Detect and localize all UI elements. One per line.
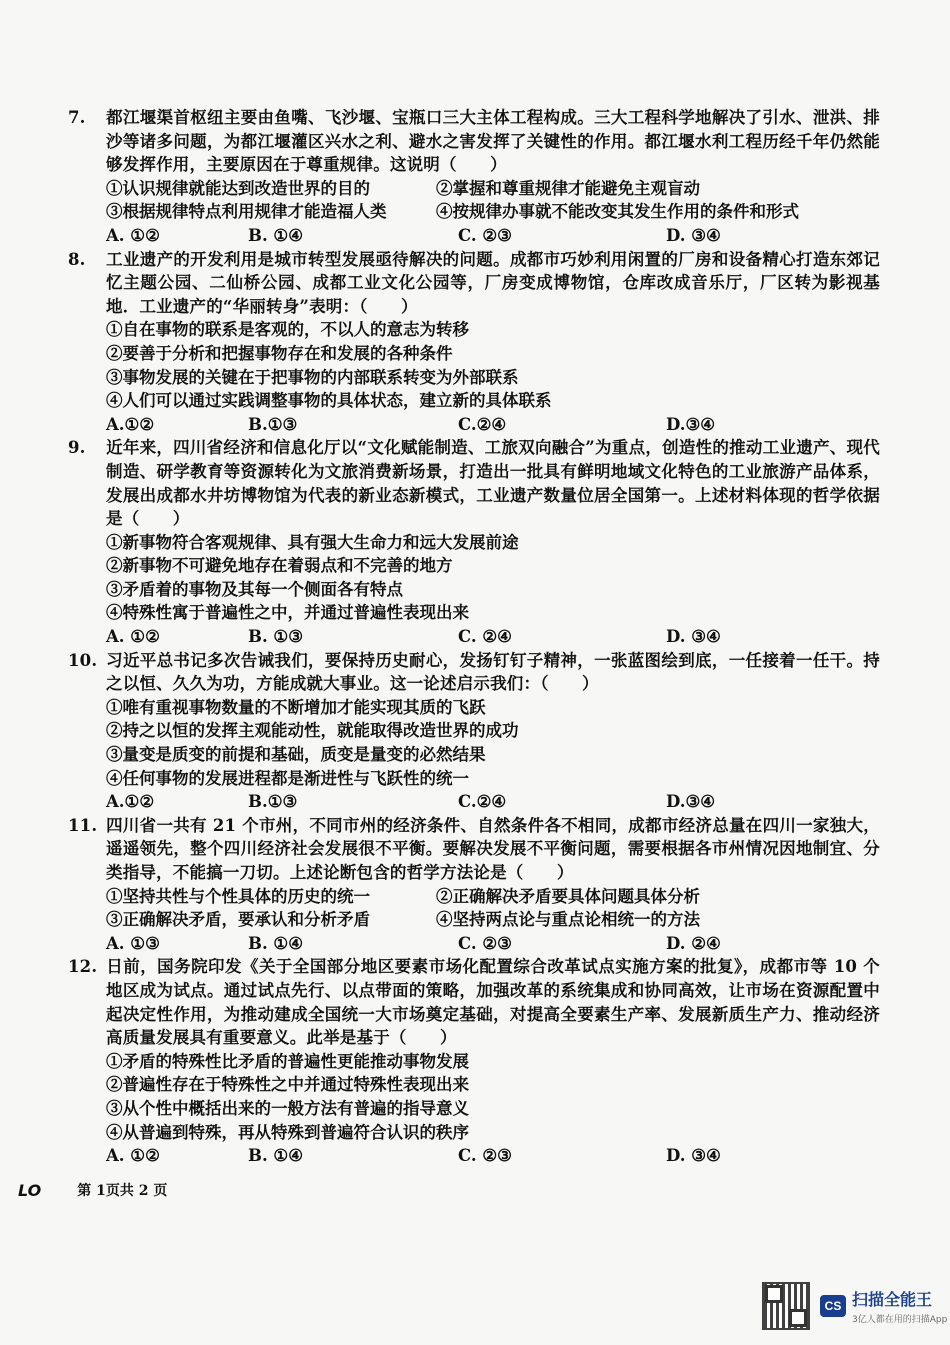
option-row <box>106 177 880 201</box>
statement-option: ②普遍性存在于特殊性之中并通过特殊性表现出来 <box>106 1075 469 1095</box>
camscanner-logo-icon: CS <box>820 1295 846 1317</box>
question-10 <box>68 649 880 814</box>
question-text: 四川省一共有 21 个市州，不同市州的经济条件、自然条件各不相同，成都市经济总量在四川一家独大，遥遥领先，整个四川经济社会发展很不平衡。要解决发展不平衡问题，需要根据各市州情况因地制宜、分类指导，不能搞一刀切。上述论断包含的哲学方法论是（ ） <box>106 815 880 882</box>
statement-option: ①自在事物的联系是客观的，不以人的意志为转移 <box>106 320 469 340</box>
statement-option: ③根据规律特点利用规律才能造福人类 <box>106 202 387 222</box>
question-stem <box>68 436 880 530</box>
answer-choice-d[interactable]: D. ③④ <box>666 225 721 245</box>
answer-choice-d[interactable]: D.③④ <box>666 414 716 434</box>
question-stem <box>68 248 880 319</box>
answer-choice-c[interactable]: C.②④ <box>458 792 507 812</box>
option-list <box>68 696 880 814</box>
question-text: 日前，国务院印发《关于全国部分地区要素市场化配置综合改革试点实施方案的批复》，成都市等 10 个地区成为试点。通过试点先行、以点带面的策略，加强改革的系统集成和协同高效，让市场在资源配置中起决定性作用，为推动建成全国统一大市场奠定基础，对提高全要素生产率、发展新质生产力、推动经济高质量发展具有重要意义。此举是基于（ ） <box>106 957 880 1048</box>
scanner-watermark <box>762 1282 947 1330</box>
scanner-brand: 扫描全能王 <box>852 1290 933 1309</box>
answer-choice-d[interactable]: D. ②④ <box>666 933 721 953</box>
answer-choice-a[interactable]: A. ①② <box>106 225 160 245</box>
statement-option: ②掌握和尊重规律才能避免主观盲动 <box>436 178 700 198</box>
option-list <box>68 531 880 649</box>
answer-choices <box>106 625 880 649</box>
question-12 <box>68 955 880 1167</box>
footer-mark: LO <box>18 1180 42 1200</box>
answer-choice-b[interactable]: B. ①③ <box>248 627 304 647</box>
question-number: 8. <box>68 249 86 269</box>
statement-option: ①新事物符合客观规律、具有强大生命力和远大发展前途 <box>106 532 519 552</box>
answer-choices <box>106 413 880 437</box>
option-row <box>106 885 880 909</box>
statement-option: ③量变是质变的前提和基础，质变是量变的必然结果 <box>106 745 486 765</box>
statement-option: ②要善于分析和把握事物存在和发展的各种条件 <box>106 343 453 363</box>
answer-choice-c[interactable]: C. ②③ <box>458 933 512 953</box>
answer-choice-c[interactable]: C. ②③ <box>458 225 512 245</box>
page-footer <box>18 1180 167 1200</box>
question-stem <box>68 955 880 1049</box>
question-text: 都江堰渠首枢纽主要由鱼嘴、飞沙堰、宝瓶口三大主体工程构成。三大工程科学地解决了引水、泄洪、排沙等诸多问题，为都江堰灌区兴水之利、避水之害发挥了关键性的作用。都江堰水利工程历经千年仍然能够发挥作用，主要原因在于尊重规律。这说明（ ） <box>106 108 880 175</box>
question-text: 近年来，四川省经济和信息化厅以“文化赋能制造、工旅双向融合”为重点，创造性的推动工业遗产、现代制造、研学教育等资源转化为文旅消费新场景，打造出一批具有鲜明地域文化特色的工业旅游产品体系，发展出成都水井坊博物馆为代表的新业态新模式，工业遗产数量位居全国第一。上述材料体现的哲学依据是（ ） <box>106 438 880 529</box>
statement-option: ③正确解决矛盾，要承认和分析矛盾 <box>106 910 370 930</box>
answer-choice-a[interactable]: A.①② <box>106 792 155 812</box>
question-number: 12. <box>68 957 98 977</box>
answer-choice-c[interactable]: C.②④ <box>458 414 507 434</box>
question-number: 10. <box>68 650 98 670</box>
answer-choice-b[interactable]: B.①③ <box>248 792 298 812</box>
answer-choice-a[interactable]: A. ①② <box>106 627 160 647</box>
answer-choice-b[interactable]: B. ①④ <box>248 225 304 245</box>
answer-choice-c[interactable]: C. ②③ <box>458 1146 512 1166</box>
answer-choice-d[interactable]: D. ③④ <box>666 627 721 647</box>
question-7 <box>68 106 880 248</box>
answer-choices <box>106 790 880 814</box>
answer-choice-b[interactable]: B. ①④ <box>248 933 304 953</box>
statement-option: ②正确解决矛盾要具体问题具体分析 <box>436 886 700 906</box>
option-list <box>68 885 880 956</box>
statement-option: ②持之以恒的发挥主观能动性，就能取得改造世界的成功 <box>106 721 519 741</box>
statement-option: ①认识规律就能达到改造世界的目的 <box>106 178 370 198</box>
question-text: 工业遗产的开发利用是城市转型发展亟待解决的问题。成都市巧妙利用闲置的厂房和设备精心打造东郊记忆主题公园、二仙桥公园、成都工业文化公园等，厂房变成博物馆，仓库改成音乐厅，厂区转为影视基地．工业遗产的“华丽转身”表明：（ ） <box>106 249 880 316</box>
answer-choice-c[interactable]: C. ②④ <box>458 627 512 647</box>
statement-option: ③矛盾着的事物及其每一个侧面各有特点 <box>106 579 403 599</box>
answer-choices <box>106 932 880 956</box>
answer-choice-a[interactable]: A.①② <box>106 414 155 434</box>
answer-choice-a[interactable]: A. ①③ <box>106 933 160 953</box>
statement-option: ④任何事物的发展进程都是渐进性与飞跃性的统一 <box>106 768 469 788</box>
question-stem <box>68 649 880 696</box>
statement-option: ②新事物不可避免地存在着弱点和不完善的地方 <box>106 556 453 576</box>
option-list <box>68 1050 880 1168</box>
answer-choice-a[interactable]: A. ①② <box>106 1146 160 1166</box>
answer-choice-b[interactable]: B. ①④ <box>248 1146 304 1166</box>
question-number: 11. <box>68 815 98 835</box>
question-list <box>68 106 880 1168</box>
statement-option: ①矛盾的特殊性比矛盾的普遍性更能推动事物发展 <box>106 1051 469 1071</box>
option-row <box>106 200 880 224</box>
question-9 <box>68 436 880 648</box>
question-number: 7. <box>68 108 86 127</box>
statement-option: ④特殊性寓于普遍性之中，并通过普遍性表现出来 <box>106 603 469 623</box>
statement-option: ④从普遍到特殊，再从特殊到普遍符合认识的秩序 <box>106 1122 469 1142</box>
option-list <box>68 177 880 248</box>
statement-option: ①唯有重视事物数量的不断增加才能实现其质的飞跃 <box>106 697 486 717</box>
question-stem <box>68 814 880 885</box>
qr-code-icon <box>762 1282 810 1330</box>
answer-choice-d[interactable]: D. ③④ <box>666 1146 721 1166</box>
statement-option: ①坚持共性与个性具体的历史的统一 <box>106 886 370 906</box>
question-8 <box>68 248 880 437</box>
question-stem <box>68 106 880 177</box>
statement-option: ③从个性中概括出来的一般方法有普遍的指导意义 <box>106 1098 469 1118</box>
statement-option: ④按规律办事就不能改变其发生作用的条件和形式 <box>436 202 799 222</box>
page-number: 第 1页共 2 页 <box>77 1183 168 1199</box>
question-number: 9. <box>68 438 86 458</box>
question-11 <box>68 814 880 956</box>
option-row <box>106 908 880 932</box>
answer-choices <box>106 1144 880 1168</box>
statement-option: ④人们可以通过实践调整事物的具体状态，建立新的具体联系 <box>106 391 552 411</box>
answer-choice-b[interactable]: B.①③ <box>248 414 298 434</box>
answer-choice-d[interactable]: D.③④ <box>666 792 716 812</box>
statement-option: ③事物发展的关键在于把事物的内部联系转变为外部联系 <box>106 367 519 387</box>
question-text: 习近平总书记多次告诫我们，要保持历史耐心，发扬钉钉子精神，一张蓝图绘到底，一任接着一任干。持之以恒、久久为功，方能成就大事业。这一论述启示我们：（ ） <box>106 650 880 694</box>
answer-choices <box>106 224 880 248</box>
option-list <box>68 318 880 436</box>
scanner-tagline: 3亿人都在用的扫描App <box>852 1315 948 1325</box>
statement-option: ④坚持两点论与重点论相统一的方法 <box>436 910 700 930</box>
